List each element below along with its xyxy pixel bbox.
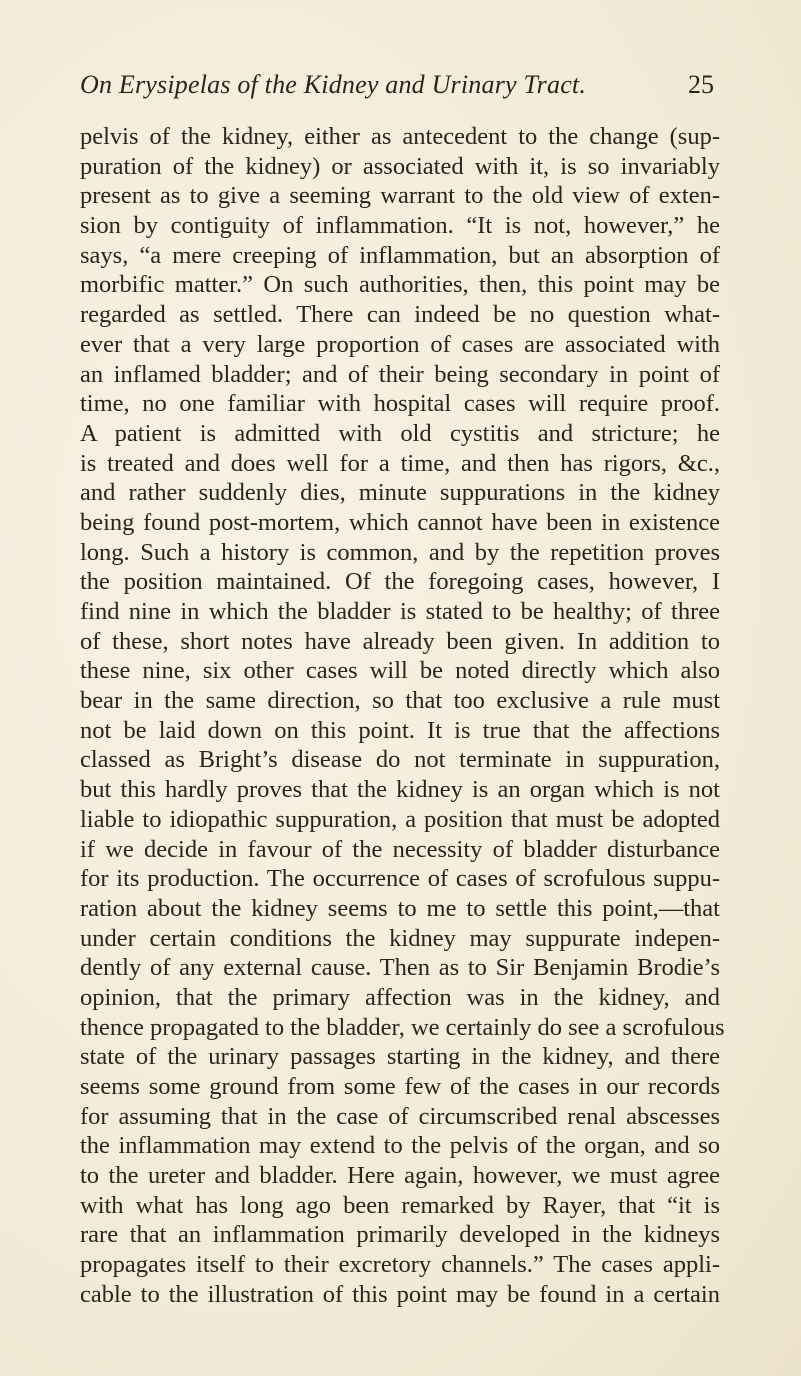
text-line: time, no one familiar with hospital cases will require proof. [80,390,720,418]
text-line: ever that a very large proportion of cases are associated with [80,330,720,358]
text-line: for its production. The occurrence of cases of scrofulous suppu- [80,865,720,893]
page-header [80,70,714,110]
text-line: says, “a mere creeping of inflammation, but an absorption of [80,241,720,269]
text-line: if we decide in favour of the necessity of bladder disturbance [80,835,720,863]
text-line: seems some ground from some few of the cases in our records [80,1073,720,1100]
text-line: not be laid down on this point. It is true that the affections [80,716,720,744]
text-line: the position maintained. Of the foregoing cases, however, I [80,568,720,596]
text-line: bear in the same direction, so that too exclusive a rule must [80,687,720,715]
text-line: propagates itself to their excretory channels.” The cases appli- [80,1251,720,1279]
text-line: long. Such a history is common, and by the repetition proves [80,538,720,566]
text-line: sion by contiguity of inflammation. “It is not, however,” he [80,212,720,240]
text-line: ration about the kidney seems to me to settle this point,—that [80,894,720,922]
text-line: these nine, six other cases will be noted directly which also [80,657,720,685]
text-line: of these, short notes have already been given. In addition to [80,627,720,655]
text-line: present as to give a seeming warrant to the old view of exten- [80,182,720,210]
text-line: morbific matter.” On such authorities, then, this point may be [80,271,720,299]
text-line: thence propagated to the bladder, we certainly do see a scrofulous [80,1013,725,1041]
text-line: liable to idiopathic suppuration, a position that must be adopted [80,805,720,833]
text-line: but this hardly proves that the kidney is an organ which is not [80,776,720,804]
text-line: an inflamed bladder; and of their being secondary in point of [80,360,720,388]
text-line: under certain conditions the kidney may suppurate indepen- [80,924,720,952]
text-line: classed as Bright’s disease do not terminate in suppuration, [80,746,720,774]
text-line: being found post-mortem, which cannot have been in existence [80,508,720,536]
running-title: On Erysipelas of the Kidney and Urinary Tract. [80,70,587,99]
text-line: for assuming that in the case of circumscribed renal abscesses [80,1102,720,1130]
text-line: rare that an inflammation primarily developed in the kidneys [80,1221,720,1249]
text-line: cable to the illustration of this point may be found in a certain [80,1280,720,1308]
text-line: and rather suddenly dies, minute suppurations in the kidney [80,479,720,507]
text-line: is treated and does well for a time, and then has rigors, &c., [80,449,720,477]
text-line: regarded as settled. There can indeed be no question what- [80,301,720,329]
text-line: opinion, that the primary affection was in the kidney, and [80,983,720,1011]
text-line: to the ureter and bladder. Here again, however, we must agree [80,1162,720,1190]
text-line: A patient is admitted with old cystitis and stricture; he [80,419,720,447]
text-line: puration of the kidney) or associated with it, is so invariably [80,152,720,180]
text-line: pelvis of the kidney, either as antecedent to the change (sup- [80,123,720,150]
text-line: dently of any external cause. Then as to Sir Benjamin Brodie’s [80,954,720,982]
text-line: state of the urinary passages starting in the kidney, and there [80,1043,720,1071]
text-line: find nine in which the bladder is stated to be healthy; of three [80,598,720,625]
body-text [80,122,725,1310]
text-line: the inflammation may extend to the pelvis of the organ, and so [80,1132,720,1160]
text-line: with what has long ago been remarked by Rayer, that “it is [80,1191,720,1219]
page-number: 25 [688,70,714,99]
